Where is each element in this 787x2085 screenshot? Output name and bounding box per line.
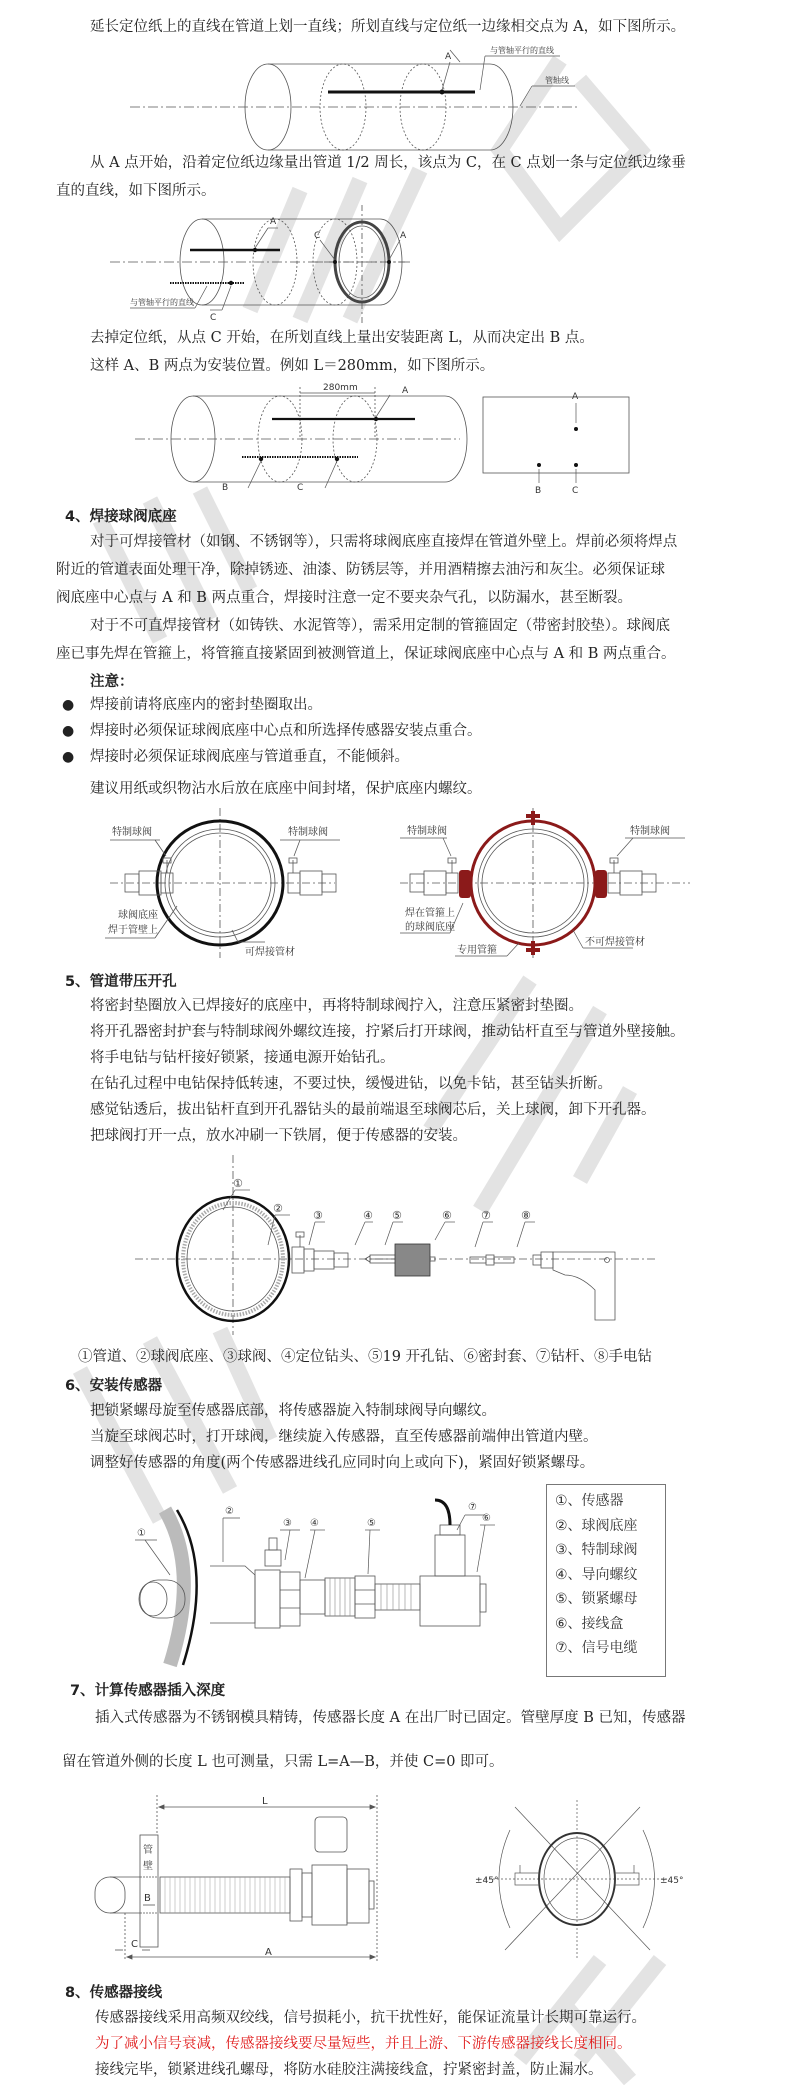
figure-drilling-parts [125, 1155, 665, 1335]
section-4-heading: 4、焊接球阀底座 [65, 509, 177, 525]
callout-3: ③ [313, 1209, 323, 1222]
label-welded-on-wall: 焊于管壁上 [108, 925, 158, 936]
label-valve-base: 球阀底座 [118, 910, 158, 921]
label-point-c: C [210, 313, 217, 323]
note-item: ● 焊接时必须保证球阀底座与管道垂直，不能倾斜。 [90, 747, 409, 767]
label-B: B [144, 1893, 151, 1904]
section-7-heading: 7、计算传感器插入深度 [70, 1683, 226, 1699]
section-6-line: 当旋至球阀芯时，打开球阀，继续旋入传感器，直至传感器前端伸出管道内壁。 [90, 1429, 598, 1445]
legend-item: ⑥、接线盒 [555, 1615, 624, 1632]
section-8-line-1: 传感器接线采用高频双绞线，信号损耗小，抗干扰性好，能保证流量计长期可靠运行。 [95, 2010, 646, 2026]
label-end-a: A [400, 231, 407, 241]
section-5-line: 将开孔器密封护套与特制球阀外螺纹连接，拧紧后打开球阀，推动钻杆直至与管道外壁接触。 [90, 1024, 685, 1040]
label-280mm: 280mm [323, 383, 358, 393]
callout-6: ⑥ [442, 1209, 452, 1222]
section-4-paragraph-1a: 对于可焊接管材（如钢、不锈钢等），只需将球阀底座直接焊在管道外壁上。焊前必须将焊点 [90, 534, 678, 550]
label-point-a: A [445, 52, 452, 62]
note-item: ● 焊接时必须保证球阀底座中心点和所选择传感器安装点重合。 [90, 721, 482, 741]
figure-install-positions [140, 383, 640, 496]
callout-6: ⑥ [482, 1513, 491, 1524]
figure-non-weldable-pipe [395, 808, 695, 958]
section-5-line: 感觉钻透后，拔出钻杆直到开孔器钻头的最前端退至球阀芯后，关上球阀，卸下开孔器。 [90, 1102, 656, 1118]
label-parallel-line: 与管轴平行的直线 [490, 46, 554, 55]
figure-pipe-points-a-c [110, 210, 630, 323]
label-pipe-wall-1: 管 [143, 1845, 153, 1856]
legend-item: ⑤、锁紧螺母 [555, 1591, 638, 1607]
section-5-line: 把球阀打开一点，放水冲刷一下铁屑，便于传感器的安装。 [90, 1128, 467, 1144]
legend-item: ⑦、信号电缆 [555, 1640, 638, 1656]
section-8-line-3: 接线完毕，锁紧进线孔螺母，将防水硅胶注满接线盒，拧紧密封盖，防止漏水。 [95, 2062, 603, 2078]
callout-1: ① [233, 1177, 243, 1190]
label-weldable-pipe: 可焊接管材 [245, 947, 295, 958]
section-6-heading: 6、安装传感器 [65, 1378, 163, 1394]
label-pipe-axis: 管轴线 [545, 76, 569, 85]
intro-paragraph-2b: 直的直线，如下图所示。 [56, 183, 216, 199]
note-item: ● 焊接前请将底座内的密封垫圈取出。 [90, 695, 322, 715]
figure-weldable-pipe [100, 808, 360, 958]
section-4-paragraph-3: 建议用纸或织物沾水后放在底座中间封堵，保护底座内螺纹。 [90, 781, 482, 797]
figure-sensor-install [125, 1480, 515, 1665]
label-point-a: A [270, 217, 277, 227]
label-rect-a: A [572, 392, 579, 402]
callout-4: ④ [363, 1209, 373, 1222]
label-angle-right: ±45° [660, 1876, 684, 1886]
label-point-a: A [402, 386, 409, 396]
legend-item: ④、导向螺纹 [555, 1566, 638, 1583]
section-6-line: 把锁紧螺母旋至传感器底部，将传感器旋入特制球阀导向螺纹。 [90, 1403, 496, 1419]
section-8-line-2-warning: 为了减小信号衰减，传感器接线要尽量短些，并且上游、下游传感器接线长度相同。 [95, 2036, 632, 2052]
label-special-valve-left: 特制球阀 [112, 827, 152, 838]
label-rect-c: C [572, 486, 579, 496]
label-point-b: B [222, 483, 229, 493]
legend-item: ①、传感器 [555, 1493, 624, 1509]
parts-legend [546, 1484, 666, 1677]
section-7-paragraph-2: 留在管道外侧的长度 L 也可测量，只需 L=A—B，并使 C=0 即可。 [62, 1754, 504, 1770]
label-non-weldable-pipe: 不可焊接管材 [585, 937, 645, 948]
label-special-valve-right: 特制球阀 [630, 826, 670, 837]
label-pipe-wall-2: 壁 [143, 1861, 153, 1872]
section-5-line: 将手电钻与钻杆接好锁紧，接通电源开始钻孔。 [90, 1050, 395, 1066]
intro-paragraph-4: 这样 A、B 两点为安装位置。例如 L＝280mm，如下图所示。 [90, 358, 495, 374]
section-7-paragraph-1: 插入式传感器为不锈钢模具精铸，传感器长度 A 在出厂时已固定。管壁厚度 B 已知，传感器 [95, 1710, 686, 1726]
section-4-paragraph-1b: 附近的管道表面处理干净，除掉锈迹、油漆、防锈层等，并用酒精擦去油污和灰尘。必须保证球 [56, 562, 665, 578]
label-special-valve-right: 特制球阀 [288, 827, 328, 838]
section-4-paragraph-2a: 对于不可直焊接管材（如铸铁、水泥管等），需采用定制的管箍固定（带密封胶垫）。球阀底 [90, 618, 670, 634]
legend-item: ②、球阀底座 [555, 1517, 638, 1534]
note-heading: 注意： [90, 674, 134, 690]
label-end-c: C [314, 231, 321, 241]
callout-5: ⑤ [367, 1518, 376, 1529]
callout-2: ② [225, 1506, 234, 1517]
callout-7: ⑦ [468, 1502, 477, 1513]
section-4-paragraph-2b: 座已事先焊在管箍上，将管箍直接紧固到被测管道上，保证球阀底座中心点与 A 和 B 两点重合。 [56, 646, 676, 662]
figure-pipe-line-a [180, 46, 600, 150]
callout-7: ⑦ [481, 1209, 491, 1222]
legend-item: ③、特制球阀 [555, 1542, 638, 1558]
section-5-line: 将密封垫圈放入已焊接好的底座中，再将特制球阀拧入，注意压紧密封垫圈。 [90, 998, 583, 1014]
section-5-line: 在钻孔过程中电钻保持低转速，不要过快，缓慢进钻，以免卡钻，甚至钻头折断。 [90, 1076, 612, 1092]
intro-paragraph-1: 延长定位纸上的直线在管道上划一直线；所划直线与定位纸一边缘相交点为 A，如下图所示。 [90, 19, 686, 35]
intro-paragraph-3: 去掉定位纸，从点 C 开始，在所划直线上量出安装距离 L，从而决定出 B 点。 [90, 330, 594, 346]
figure-caption-drilling: ①管道、②球阀底座、③球阀、④定位钻头、⑤19 开孔钻、⑥密封套、⑦钻杆、⑧手电钻 [78, 1349, 653, 1365]
callout-2: ② [273, 1202, 283, 1215]
section-4-paragraph-1c: 阀底座中心点与 A 和 B 两点重合，焊接时注意一定不要夹杂气孔，以防漏水，甚至断裂。 [56, 590, 633, 606]
callout-4: ④ [310, 1518, 319, 1529]
label-A: A [265, 1947, 272, 1958]
label-C: C [131, 1939, 138, 1950]
figure-insertion-depth [90, 1795, 710, 1963]
callout-1: ① [137, 1528, 146, 1539]
callout-3: ③ [283, 1518, 292, 1529]
label-valve-base: 的球阀底座 [405, 922, 455, 933]
label-parallel-line: 与管轴平行的直线 [130, 298, 194, 307]
label-L: L [262, 1796, 268, 1807]
label-welded-on-clamp: 焊在管箍上 [405, 908, 455, 919]
intro-paragraph-2a: 从 A 点开始，沿着定位纸边缘量出管道 1/2 周长，该点为 C，在 C 点划一条与定位纸边缘垂 [90, 155, 686, 171]
label-rect-b: B [535, 486, 542, 496]
label-angle-left: ±45° [475, 1876, 499, 1886]
callout-8: ⑧ [521, 1209, 531, 1222]
label-dedicated-clamp: 专用管箍 [457, 945, 497, 956]
label-point-c: C [297, 483, 304, 493]
section-5-heading: 5、管道带压开孔 [65, 974, 177, 990]
section-6-line: 调整好传感器的角度(两个传感器进线孔应同时向上或向下)，紧固好锁紧螺母。 [90, 1455, 595, 1471]
label-special-valve-left: 特制球阀 [407, 826, 447, 837]
callout-5: ⑤ [392, 1209, 402, 1222]
section-8-heading: 8、传感器接线 [65, 1985, 163, 2001]
